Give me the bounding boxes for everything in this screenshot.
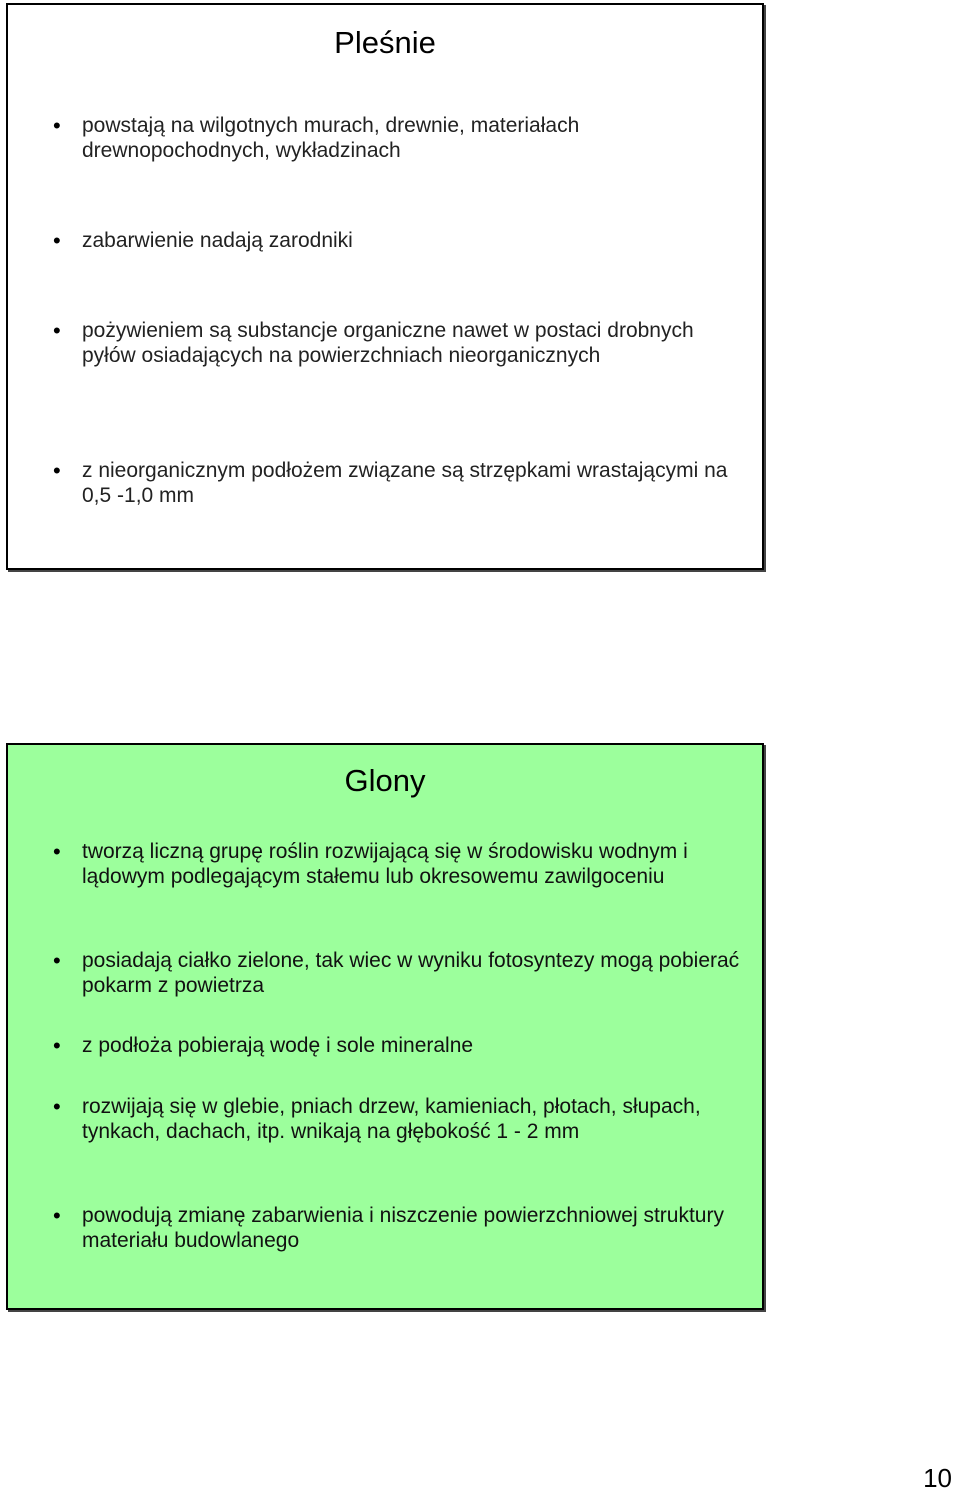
bullet-symbol: • <box>53 458 61 483</box>
bullet-symbol: • <box>53 948 61 973</box>
bullet-text: tworzą liczną grupę roślin rozwijającą się w środowisku wodnym i lądowym podlegającym stałemu lub okresowemu zawilgoceniu <box>82 840 688 888</box>
page-number: 10 <box>923 1463 952 1493</box>
bullet-text: posiadają ciałko zielone, tak wiec w wyniku fotosyntezy mogą pobierać pokarm z powietrza <box>82 949 740 997</box>
slide-title: Pleśnie <box>334 25 436 60</box>
bullet-text: z podłoża pobierają wodę i sole mineralne <box>82 1034 474 1057</box>
bullet-text: rozwijają się w glebie, pniach drzew, kamieniach, płotach, słupach, tynkach, dachach, itp. wnikają na głębokość 1 - 2 mm <box>82 1095 701 1143</box>
bullet-text: powodują zmianę zabarwienia i niszczenie powierzchniowej struktury materiału budowlanego <box>82 1204 724 1252</box>
bullet-text: pożywieniem są substancje organiczne nawet w postaci drobnych pyłów osiadających na powierzchniach nieorganicznych <box>82 319 694 367</box>
bullet-symbol: • <box>53 839 61 864</box>
bullet-text: powstają na wilgotnych murach, drewnie, materiałach drewnopochodnych, wykładzinach <box>82 114 580 162</box>
bullet-symbol: • <box>53 228 61 253</box>
slide-glony <box>6 743 764 1310</box>
bullet-symbol: • <box>53 1033 61 1058</box>
bullet-symbol: • <box>53 1094 61 1119</box>
bullet-text: z nieorganicznym podłożem związane są strzępkami wrastającymi na 0,5 -1,0 mm <box>82 459 728 507</box>
bullet-text: zabarwienie nadają zarodniki <box>82 229 353 252</box>
bullet-symbol: • <box>53 113 61 138</box>
slide-title: Glony <box>344 763 426 798</box>
bullet-symbol: • <box>53 318 61 343</box>
slide-plesnie <box>6 3 764 570</box>
bullet-symbol: • <box>53 1203 61 1228</box>
